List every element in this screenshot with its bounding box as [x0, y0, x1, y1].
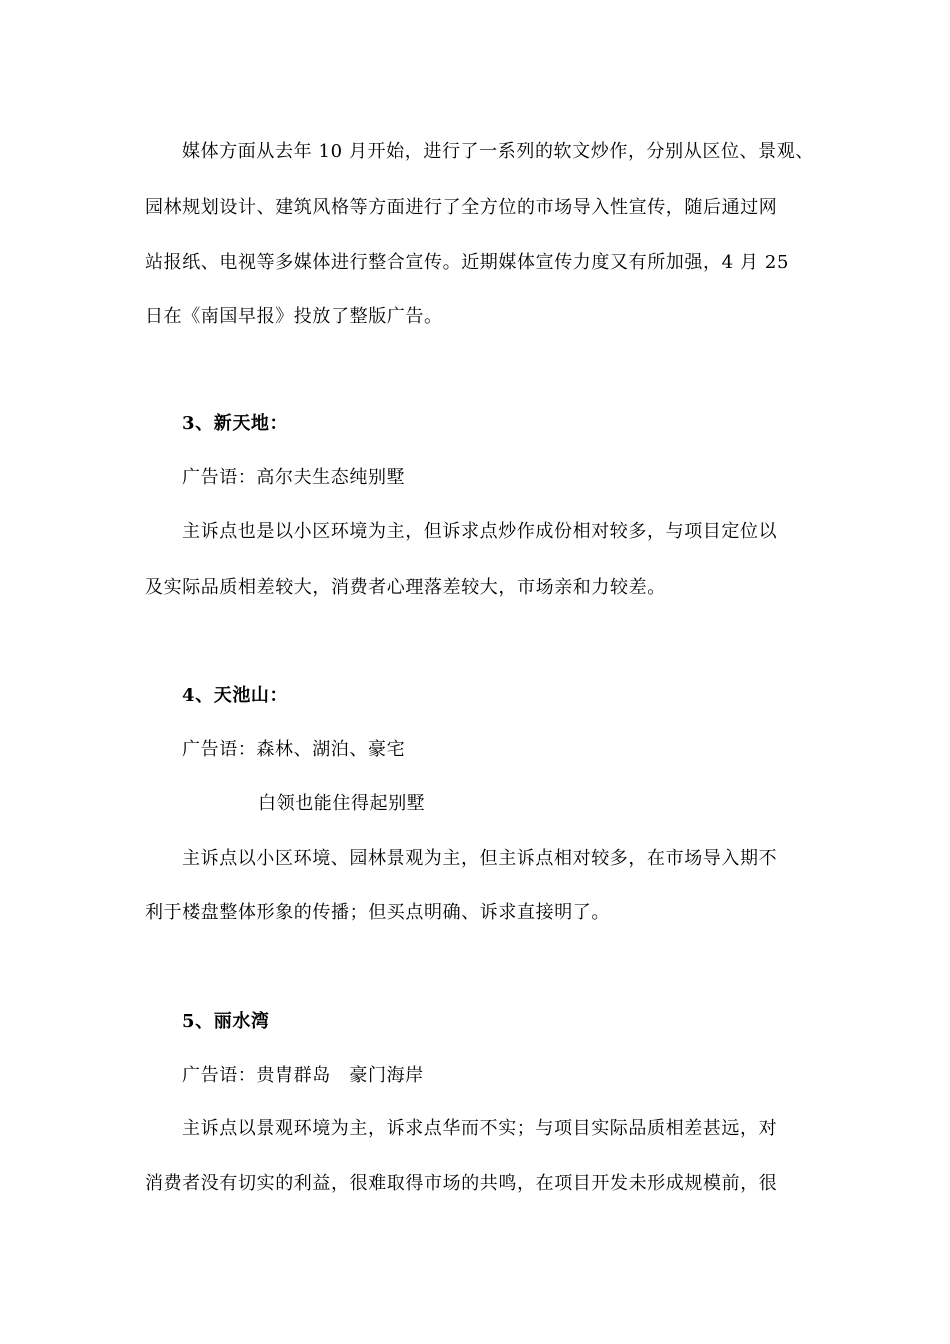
section-body-line-1: 主诉点以小区环境、园林景观为主，但主诉点相对较多，在市场导入期不: [182, 848, 778, 869]
section-body-line-1: 主诉点也是以小区环境为主，但诉求点炒作成份相对较多，与项目定位以: [182, 521, 778, 542]
section-heading-lishuiwan: 5、丽水湾: [182, 1011, 270, 1032]
section-slogan-lishuiwan: 广告语：贵胄群岛 豪门海岸: [182, 1065, 424, 1086]
section-heading-tianchishan: 4、天池山：: [182, 685, 289, 706]
section-body-line-1: 主诉点以景观环境为主，诉求点华而不实；与项目实际品质相差甚远，对: [182, 1118, 778, 1139]
section-slogan-line2-tianchishan: 白领也能住得起别墅: [258, 793, 426, 814]
intro-line-1: 媒体方面从去年 10 月开始，进行了一系列的软文炒作，分别从区位、景观、: [182, 141, 814, 162]
intro-line-4: 日在《南国早报》投放了整版广告。: [145, 306, 443, 327]
intro-line-3: 站报纸、电视等多媒体进行整合宣传。近期媒体宣传力度又有所加强，4 月 25: [145, 252, 789, 273]
section-body-line-2: 及实际品质相差较大，消费者心理落差较大，市场亲和力较差。: [145, 577, 666, 598]
section-slogan-tianchishan: 广告语：森林、湖泊、豪宅: [182, 739, 406, 760]
section-body-line-2: 消费者没有切实的利益，很难取得市场的共鸣，在项目开发未形成规模前，很: [145, 1173, 778, 1194]
section-heading-xintiandi: 3、新天地：: [182, 413, 289, 434]
intro-line-2: 园林规划设计、建筑风格等方面进行了全方位的市场导入性宣传，随后通过网: [145, 197, 778, 218]
section-slogan-xintiandi: 广告语：高尔夫生态纯别墅: [182, 467, 406, 488]
section-body-line-2: 利于楼盘整体形象的传播；但买点明确、诉求直接明了。: [145, 902, 610, 923]
